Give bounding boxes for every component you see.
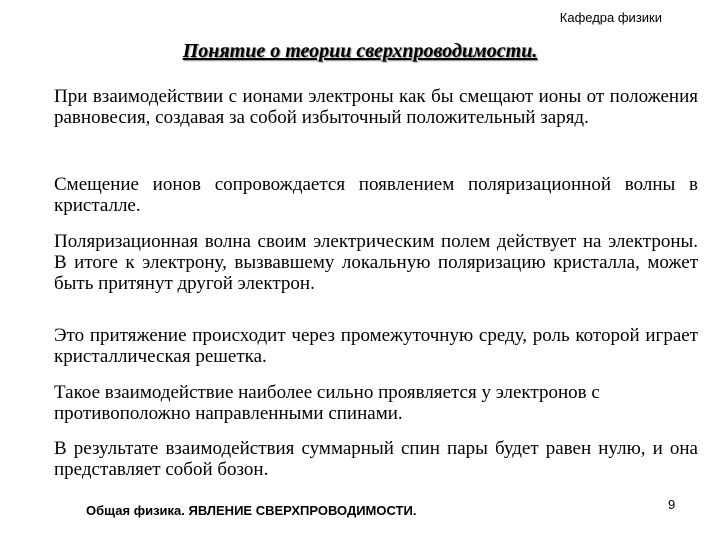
paragraph-lattice-medium: Это притяжение происходит через промежуточную среду, роль которой играет кристаллическая решетка.	[54, 325, 698, 367]
footer-text: Общая физика. ЯВЛЕНИЕ СВЕРХПРОВОДИМОСТИ.	[86, 503, 417, 518]
paragraph-ion-displacement: При взаимодействии с ионами электроны как бы смещают ионы от положения равновесия, создавая за собой избыточный положительный заряд.	[54, 86, 698, 128]
page-number: 9	[668, 497, 676, 512]
paragraph-opposite-spins: Такое взаимодействие наиболее сильно проявляется у электронов с противоположно направленными спинами.	[54, 382, 600, 424]
paragraph-electron-attraction: Поляризационная волна своим электрическим полем действует на электроны. В итоге к электрону, вызвавшему локальную поляризацию кристалла, может быть притянут другой электрон.	[54, 231, 698, 294]
paragraph-boson: В результате взаимодействия суммарный спин пары будет равен нулю, и она представляет собой бозон.	[54, 438, 698, 480]
department-label: Кафедра физики	[559, 10, 662, 25]
slide-title: Понятие о теории сверхпроводимости.	[182, 40, 538, 62]
paragraph-polarization-wave: Смещение ионов сопровождается появлением поляризационной волны в кристалле.	[54, 174, 698, 216]
